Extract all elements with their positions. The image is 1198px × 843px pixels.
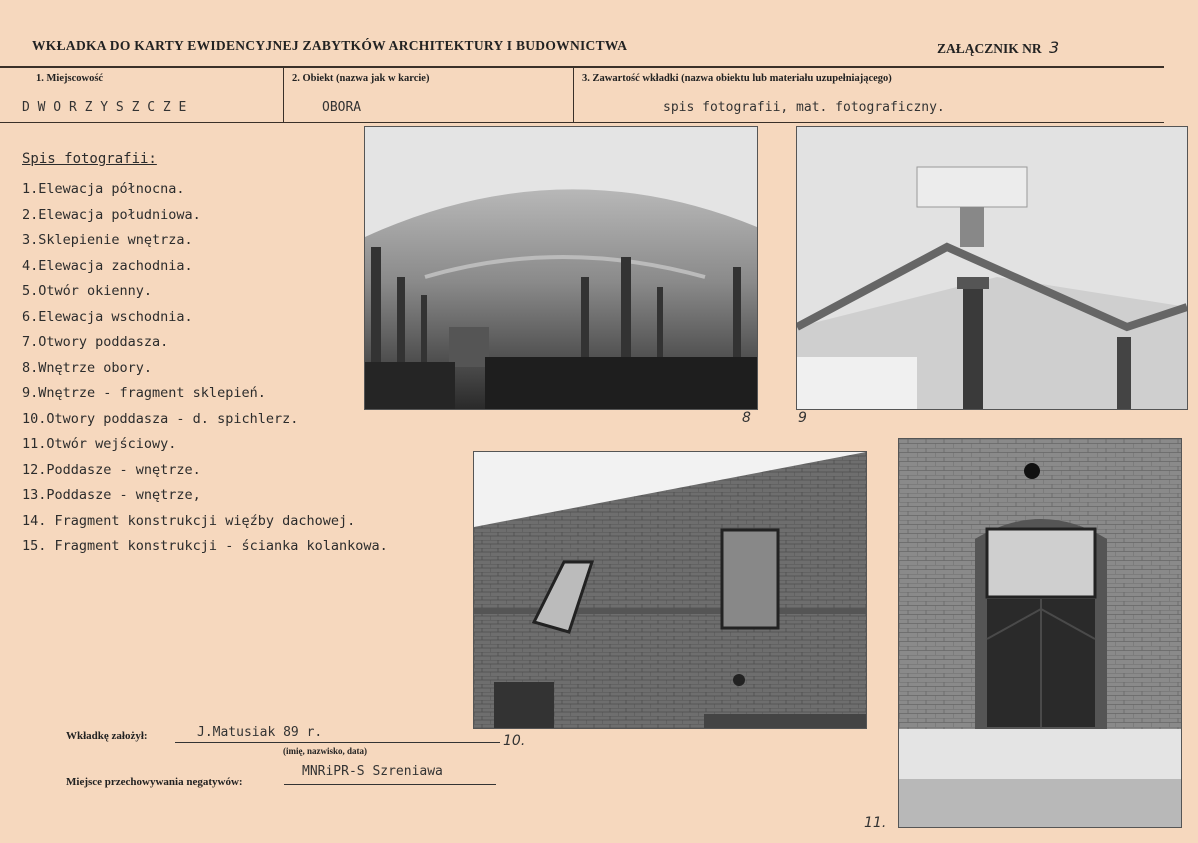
photo-list-item: 14. Fragment konstrukcji więźby dachowej. <box>22 512 356 529</box>
photo-list <box>22 181 388 564</box>
header-rule <box>0 66 1164 68</box>
annex-label <box>937 38 1059 57</box>
photo-number-11: 11. <box>864 815 887 831</box>
card-title: WKŁADKA DO KARTY EWIDENCYJNEJ ZABYTKÓW ARCHITEKTURY I BUDOWNICTWA <box>32 38 628 53</box>
photo-list-item: 4.Elewacja zachodnia. <box>22 257 193 274</box>
photo-list-item: 3.Sklepienie wnętrza. <box>22 232 193 248</box>
photo-list-item: 9.Wnętrze - fragment sklepień. <box>22 385 266 401</box>
photo-list-item: 8.Wnętrze obory. <box>22 359 153 376</box>
storage-value: MNRiPR-S Szreniawa <box>302 764 443 779</box>
photo-number-10: 10. <box>503 733 526 749</box>
photo-list-item: 13.Poddasze - wnętrze, <box>22 487 201 503</box>
founder-line <box>175 742 500 743</box>
object-label: 2. Obiekt (nazwa jak w karcie) <box>292 73 430 84</box>
brick-wall-windows-photo <box>473 451 867 729</box>
photo-list-heading: Spis fotografii: <box>22 151 157 167</box>
annex-label-text: ZAŁĄCZNIK NR <box>937 41 1042 56</box>
storage-line <box>284 784 496 785</box>
photo-list-item: 12.Poddasze - wnętrze. <box>22 461 201 478</box>
brick-door-photo <box>898 438 1182 828</box>
photo-list-item: 6.Elewacja wschodnia. <box>22 308 193 325</box>
founder-label: Wkładkę założył: <box>66 730 148 742</box>
fields-rule <box>0 122 1164 123</box>
founder-sub: (imię, nazwisko, data) <box>283 746 367 756</box>
photo-number-8: 8 <box>742 410 751 426</box>
locality-value: D W O R Z Y S Z C Z E <box>22 100 187 115</box>
content-value: spis fotografii, mat. fotograficzny. <box>663 100 945 115</box>
barn-interior-photo <box>364 126 758 410</box>
photo-number-9: 9 <box>798 410 807 426</box>
photo-list-item: 11.Otwór wejściowy. <box>22 436 177 452</box>
photo-list-item: 7.Otwory poddasza. <box>22 334 169 350</box>
photo-list-item: 2.Elewacja południowa. <box>22 206 201 223</box>
locality-label: 1. Miejscowość <box>36 73 104 84</box>
object-value: OBORA <box>322 100 362 115</box>
photo-list-item: 15. Fragment konstrukcji - ścianka kolankowa. <box>22 538 388 554</box>
photo-list-item: 10.Otwory poddasza - d. spichlerz. <box>22 410 299 427</box>
photo-list-item: 1.Elewacja północna. <box>22 181 185 197</box>
field-divider-1 <box>283 68 284 122</box>
founder-value: J.Matusiak 89 r. <box>197 725 323 740</box>
field-divider-2 <box>573 68 574 122</box>
photo-list-item: 5.Otwór okienny. <box>22 283 153 299</box>
vault-column-photo <box>796 126 1188 410</box>
content-label: 3. Zawartość wkładki (nazwa obiektu lub materiału uzupełniającego) <box>582 73 892 84</box>
storage-label: Miejsce przechowywania negatywów: <box>66 776 243 788</box>
annex-number: 3 <box>1049 38 1060 57</box>
